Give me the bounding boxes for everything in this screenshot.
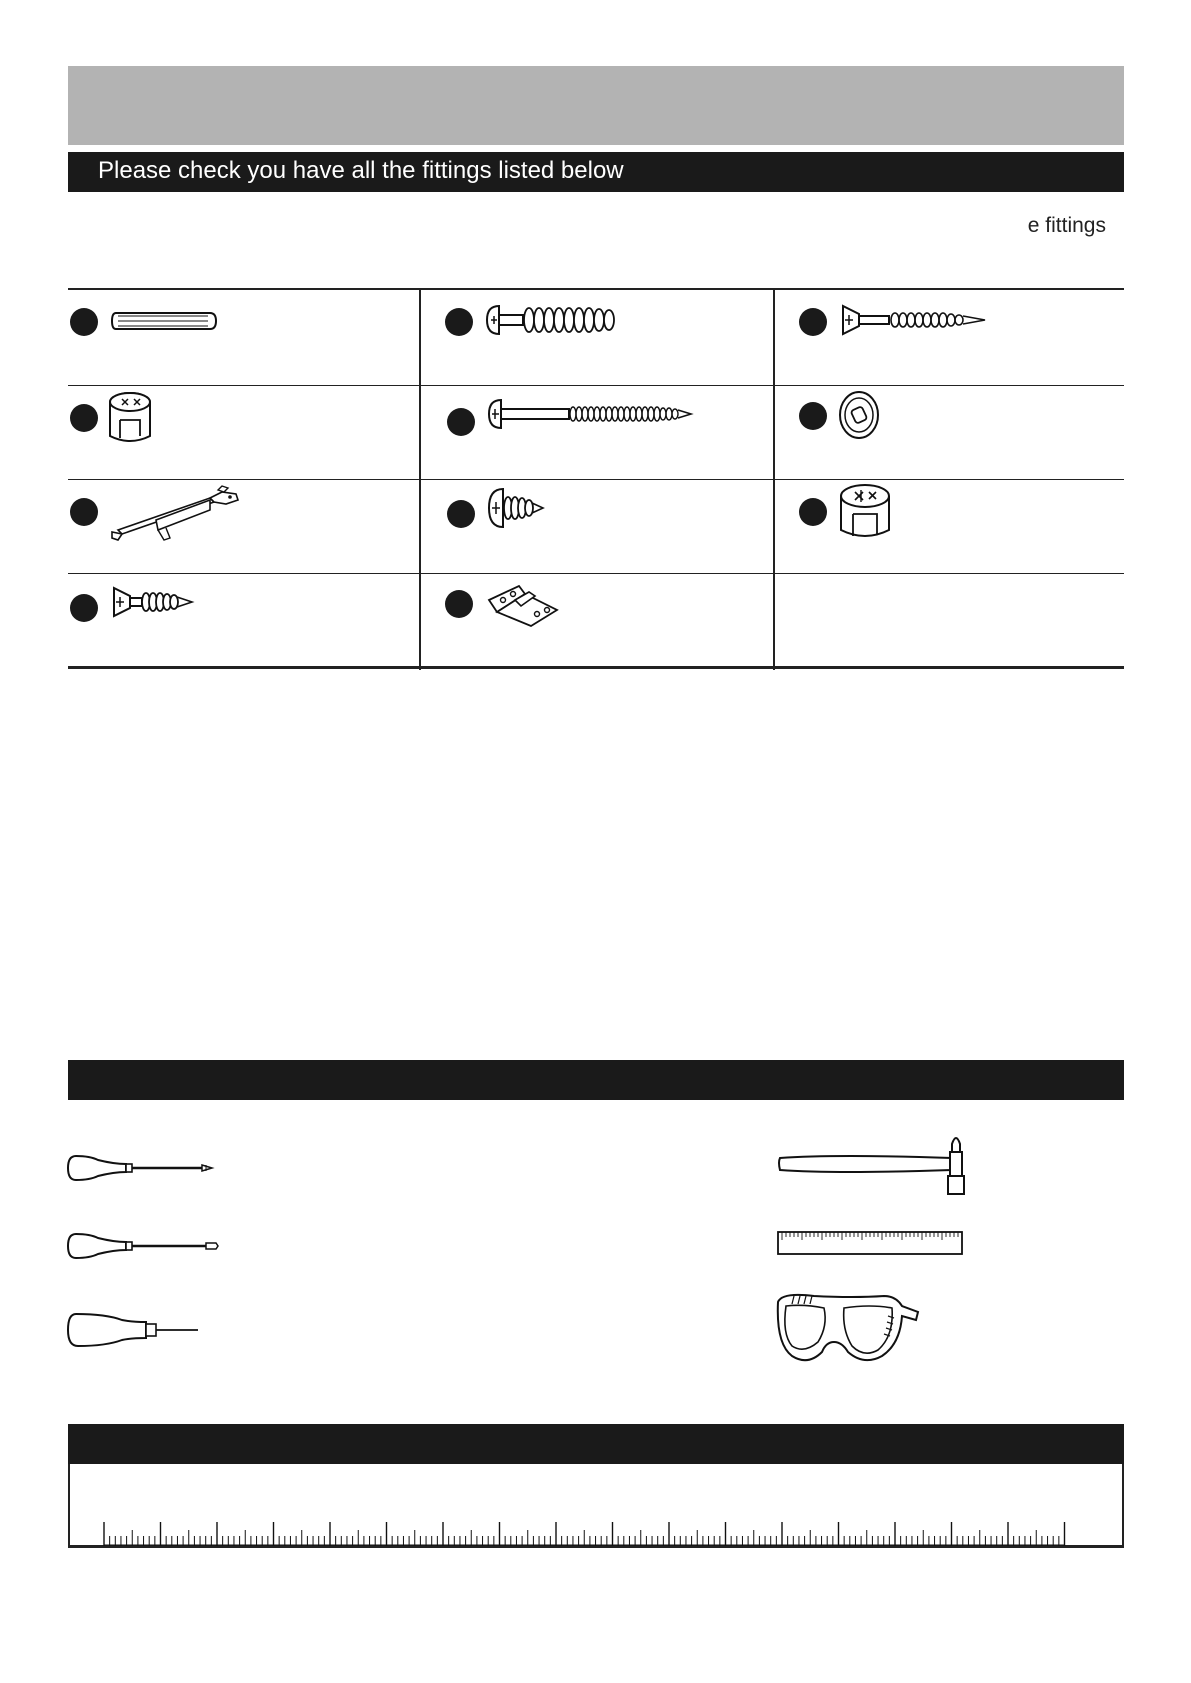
drawer-runner-icon	[110, 482, 250, 546]
fitting-cell-6	[775, 386, 1126, 480]
bradawl-icon	[66, 1310, 206, 1350]
fitting-bullet	[799, 498, 827, 526]
fitting-bullet	[70, 498, 98, 526]
fittings-note: e fittings	[1027, 214, 1106, 237]
fitting-cell-1	[68, 288, 419, 382]
fitting-cell-10	[68, 574, 419, 668]
ruler-section	[68, 1424, 1124, 1548]
ruler-header-bar	[68, 1424, 1124, 1464]
fitting-cell-5	[421, 386, 772, 480]
measuring-ruler-icon	[776, 1230, 966, 1258]
fitting-bullet	[70, 404, 98, 432]
fittings-table	[68, 288, 1124, 670]
wooden-dowel-icon	[110, 306, 220, 336]
fittings-header-bar	[68, 152, 1124, 192]
tools-header-bar	[68, 1060, 1124, 1100]
top-grey-band	[68, 66, 1124, 145]
fitting-bullet	[799, 402, 827, 430]
fitting-cell-4	[68, 386, 419, 480]
hammer-icon	[776, 1130, 976, 1196]
fitting-cell-7	[68, 480, 419, 574]
phillips-screwdriver-icon	[66, 1152, 216, 1184]
fitting-bullet	[70, 308, 98, 336]
printed-ruler-scale	[68, 1464, 1124, 1548]
fitting-bullet	[447, 408, 475, 436]
fitting-cell-9	[775, 480, 1126, 574]
fitting-bullet	[70, 594, 98, 622]
fitting-cell-2	[421, 288, 772, 382]
short-pan-head-screw-icon	[487, 486, 547, 530]
wall-plug-screw-icon	[485, 302, 625, 338]
fitting-cell-11	[421, 574, 772, 668]
fitting-bullet	[445, 308, 473, 336]
fitting-bullet	[447, 500, 475, 528]
fitting-cell-3	[775, 288, 1126, 382]
fittings-header-title: Please check you have all the fittings listed below	[98, 157, 624, 184]
fitting-cell-12-empty	[775, 574, 1126, 668]
fitting-bullet	[445, 590, 473, 618]
safety-goggles-icon	[774, 1286, 920, 1370]
large-cam-lock-icon	[837, 482, 893, 542]
fitting-cell-8	[421, 480, 772, 574]
extra-long-screw-icon	[487, 396, 697, 432]
flathead-screwdriver-icon	[66, 1230, 226, 1262]
butt-hinge-icon	[485, 582, 565, 630]
cam-lock-icon	[106, 390, 156, 446]
fitting-bullet	[799, 308, 827, 336]
countersunk-screw-icon	[112, 584, 202, 620]
cam-stud-cap-icon	[837, 390, 881, 440]
long-wood-screw-icon	[839, 302, 989, 338]
